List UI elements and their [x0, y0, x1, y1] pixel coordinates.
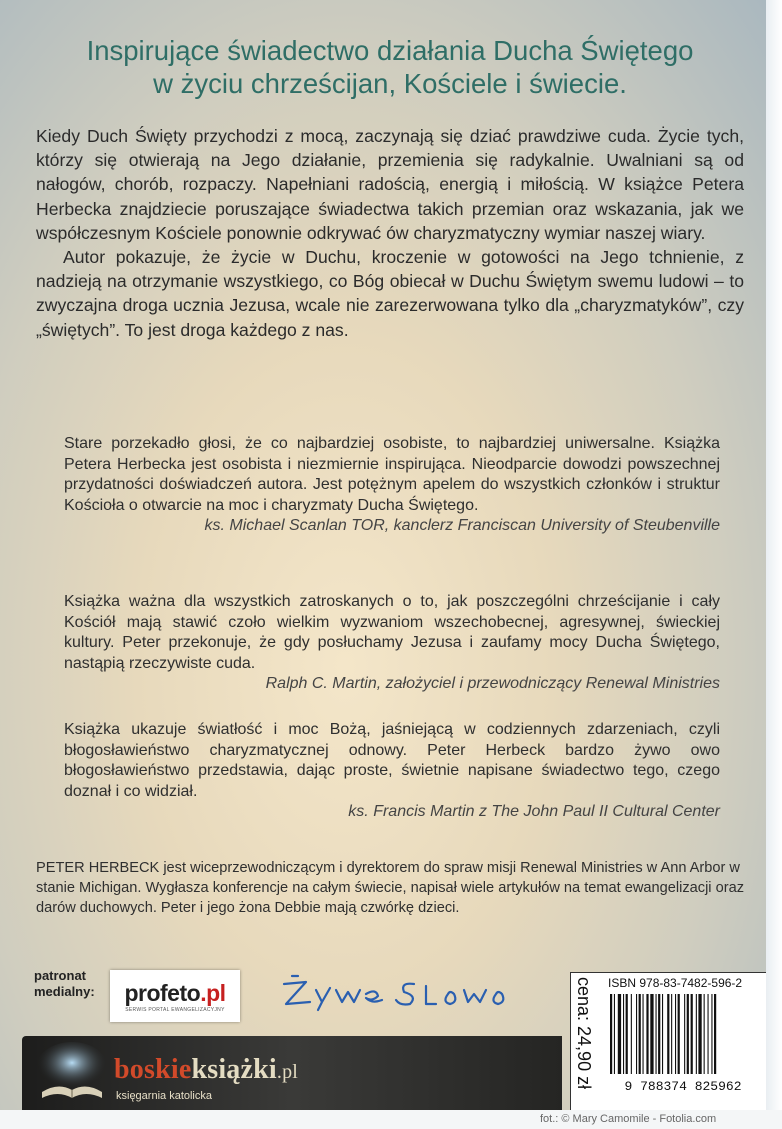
quote-2 [64, 592, 720, 695]
intro-text [36, 124, 744, 342]
quote-text: Stare porzekadło głosi, że co najbardziej osobiste, to najbardziej uniwersalne. Książka Petera Herbecka jest osobista i niezmiernie inspirująca. Nieodparcie dowodzi powszechnej przydatności doświadczeń autora. Jest potężnym apelem do wszystkich członków i struktur Kościoła o otwarcie na moc i charyzmaty Ducha Świętego. [64, 435, 720, 514]
headline-line-1: Inspirujące świadectwo działania Ducha Świętego [86, 35, 694, 66]
media-patronage-label [34, 968, 95, 1000]
barcode-digits: 9 788374 825962 [624, 1079, 742, 1092]
patronat-line-2: medialny: [34, 984, 95, 999]
profeto-name: profeto [124, 980, 201, 1006]
brand-domain: .pl [276, 1061, 299, 1083]
quote-author: Ralph C. Martin, założyciel i przewodniczący Renewal Ministries [265, 675, 720, 693]
headline-line-2: w życiu chrześcijan, Kościele i świecie. [153, 68, 627, 99]
right-edge [766, 0, 782, 1129]
zywe-slowo-logo [276, 972, 506, 1012]
patronat-line-1: patronat [34, 968, 86, 983]
price-text: cena: 24,90 zł [574, 977, 594, 1090]
barcode-bars [610, 994, 716, 1074]
author-bio-text: PETER HERBECK jest wiceprzewodniczącym i dyrektorem do spraw misji Renewal Ministries w Ann Arbor w stanie Michigan. Wygłasza konferencje na całym świecie, napisał wiele artykułów na temat ewangelizacji oraz darów duchowych. Peter i jego żona Debbie mają czwórkę dzieci. [36, 860, 744, 916]
author-bio [36, 858, 752, 918]
quote-author: ks. Francis Martin z The John Paul II Cultural Center [348, 803, 720, 821]
price-label [572, 975, 596, 1107]
profeto-logo [110, 970, 240, 1022]
glowing-book-icon [32, 1042, 112, 1106]
intro-paragraph-1: Kiedy Duch Święty przychodzi z mocą, zaczynają się dziać prawdziwe cuda. Życie tych, którzy się otwierają na Jego działanie, przemienia się radykalnie. Uwalniani są od nałogów, chorób, rozpaczy. Napełniani radością, energią i miłością. W książce Petera Herbecka znajdziecie poruszające świadectwa takich przemian oraz wskazania, jak we współczesnym Kościele ponownie odkrywać ów charyzmatyczny wymiar naszej wiary. [36, 126, 744, 243]
headline [20, 34, 760, 100]
profeto-wordmark [110, 970, 240, 1007]
publisher-footer [22, 1036, 562, 1110]
brand-part-1: boskie [114, 1054, 192, 1085]
quote-author: ks. Michael Scanlan TOR, kanclerz Franciscan University of Steubenville [204, 517, 720, 535]
quote-3 [64, 720, 720, 823]
quote-text: Książka ukazuje światłość i moc Bożą, jaśniejącą w codziennych zdarzeniach, czyli błogosławieństwo charyzmatycznej odnowy. Peter Herbeck bardzo żywo owo błogosławieństwo przedstawia, dając proste, świetnie napisane świadectwo tego, czego doznał i co widział. [64, 721, 720, 800]
quote-1 [64, 434, 720, 537]
isbn-number: ISBN 978-83-7482-596-2 [608, 976, 743, 990]
photo-credit: fot.: © Mary Camomile - Fotolia.com [540, 1113, 717, 1125]
profeto-domain: .pl [200, 980, 226, 1006]
quote-text: Książka ważna dla wszystkich zatroskanych o to, jak poszczególni chrześcijanie i cały Kościół mają stawić czoło wielkim wyzwaniom wszechobecnej, agresywnej, świeckiej kultury. Peter przekonuje, że gdy posłuchamy Jezusa i zaufamy mocy Ducha Świętego, nastąpią rzeczywiste cuda. [64, 593, 720, 672]
boskieksiazki-wordmark [114, 1054, 298, 1086]
intro-paragraph-2: Autor pokazuje, że życie w Duchu, kroczenie w gotowości na Jego tchnienie, z nadzieją na otrzymanie wszystkiego, co Bóg obiecał w Duchu Świętym swemu ludowi – to zwyczajna droga ucznia Jezusa, wcale nie zarezerwowana tylko dla „charyzmatyków”, czy „świętych”. To jest droga każdego z nas. [36, 247, 744, 340]
brand-tagline: księgarnia katolicka [116, 1090, 212, 1102]
barcode [606, 992, 760, 1092]
profeto-tagline: SERWIS PORTAL EWANGELIZACYJNY [125, 1007, 225, 1013]
brand-part-2: książki [191, 1054, 277, 1085]
